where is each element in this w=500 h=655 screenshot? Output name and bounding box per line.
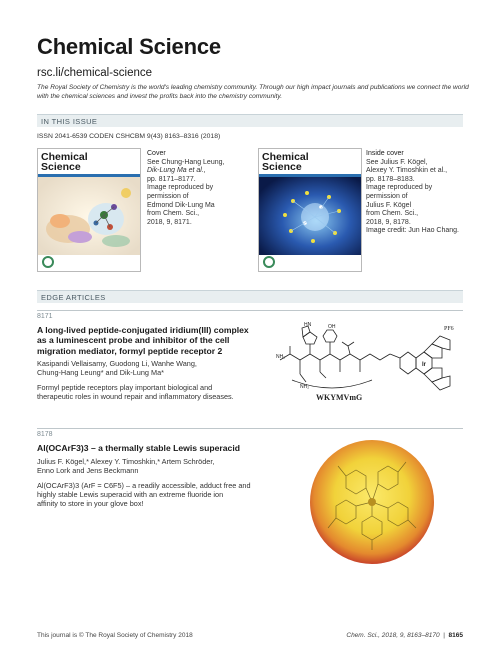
inside-cover-image[interactable] bbox=[258, 148, 362, 272]
cover-line: 2018, 9, 8171. bbox=[147, 218, 192, 226]
svg-text:NH₂: NH₂ bbox=[300, 384, 310, 390]
cover-line: permission of bbox=[366, 192, 408, 200]
author-line: Kasipandi Vellaisamy, Guodong Li, Wanhe Wang, bbox=[37, 359, 197, 368]
cover-line: See Julius F. Kögel, bbox=[366, 158, 428, 166]
abstract-line: Formyl peptide receptors play important biological and bbox=[37, 383, 213, 392]
section-label: IN THIS ISSUE bbox=[41, 117, 98, 126]
article-abstract bbox=[37, 383, 234, 401]
rsc-logo bbox=[263, 256, 275, 268]
cover-line: pp. 8178–8183. bbox=[366, 175, 415, 183]
cover-masthead: Chemical Science bbox=[262, 151, 309, 173]
article-title-line: Al(OCArF3)3 – a thermally stable Lewis superacid bbox=[37, 443, 240, 453]
cover-line: permission of bbox=[147, 192, 189, 200]
article-divider bbox=[37, 310, 463, 311]
peptide-structure-figure bbox=[272, 318, 462, 404]
article-page-number: 8178 bbox=[37, 431, 53, 438]
cover-artwork bbox=[38, 149, 141, 272]
cover-line: Julius F. Kögel bbox=[366, 201, 412, 209]
section-bar-edge-articles bbox=[37, 290, 463, 303]
cover-label: Inside cover bbox=[366, 150, 404, 157]
article-authors bbox=[37, 359, 197, 377]
section-label: EDGE ARTICLES bbox=[41, 293, 106, 302]
svg-text:OH: OH bbox=[328, 324, 336, 330]
article-abstract bbox=[37, 481, 251, 509]
cover-label: Cover bbox=[147, 150, 166, 157]
cover-line: Image reproduced by bbox=[366, 184, 433, 192]
lewis-acid-sphere-figure bbox=[306, 436, 438, 568]
author-line: Chung-Hang Leung* and Dik-Lung Ma* bbox=[37, 368, 164, 378]
cover-line: Alexey Y. Timoshkin et al., bbox=[366, 167, 448, 175]
article-page-number: 8171 bbox=[37, 313, 53, 320]
issn-line: ISSN 2041-6539 CODEN CSHCBM 9(43) 8163–8316 (2018) bbox=[37, 133, 221, 140]
article-title[interactable] bbox=[37, 325, 249, 356]
article-title-line: migration mediator, formyl peptide receptor 2 bbox=[37, 345, 223, 356]
rsc-logo bbox=[42, 256, 54, 268]
abstract-line: affinity to store in your glove box! bbox=[37, 499, 144, 509]
journal-url[interactable]: rsc.li/chemical-science bbox=[37, 67, 153, 79]
svg-text:NH₂: NH₂ bbox=[276, 354, 286, 360]
article-title[interactable] bbox=[37, 443, 240, 453]
svg-text:Ir: Ir bbox=[422, 362, 427, 368]
article-title-line: A long-lived peptide-conjugated iridium(III) complex bbox=[37, 325, 249, 335]
page-number: 8165 bbox=[448, 632, 463, 639]
author-line: Enno Lork and Jens Beckmann bbox=[37, 466, 139, 476]
cover-line: See Chung-Hang Leung, bbox=[147, 158, 225, 166]
footer-citation: Chem. Sci., 2018, 9, 8163–8170 | 8165 bbox=[346, 632, 463, 639]
footer-copyright: This journal is © The Royal Society of Chemistry 2018 bbox=[37, 632, 193, 639]
peptide-label: WKYMVmG bbox=[316, 393, 363, 402]
author-line: Julius F. Kögel,* Alexey Y. Timoshkin,* Artem Schröder, bbox=[37, 457, 215, 466]
inside-cover-caption bbox=[366, 150, 459, 236]
cover-line: from Chem. Sci., bbox=[147, 210, 200, 218]
cover-line: pp. 8171–8177. bbox=[147, 175, 196, 183]
cover-line: Dik-Lung Ma et al., bbox=[147, 167, 206, 175]
cover-line: 2018, 9, 8178. bbox=[366, 218, 411, 226]
svg-text:HN: HN bbox=[304, 322, 312, 328]
article-divider bbox=[37, 428, 463, 429]
cover-line: from Chem. Sci., bbox=[366, 210, 419, 218]
inside-cover-artwork bbox=[259, 149, 362, 272]
cover-line: Edmond Dik-Lung Ma bbox=[147, 201, 215, 209]
abstract-line: Al(OCArF3)3 (ArF = C6F5) – a readily accessible, adduct free and bbox=[37, 481, 251, 490]
cover-masthead: Chemical Science bbox=[41, 151, 88, 173]
cover-line: Image reproduced by bbox=[147, 184, 214, 192]
citation: Chem. Sci., 2018, 9, 8163–8170 bbox=[346, 632, 440, 639]
cover-image[interactable] bbox=[37, 148, 141, 272]
abstract-line: therapeutic roles in wound repair and inflammatory diseases. bbox=[37, 392, 234, 402]
section-bar-in-this-issue bbox=[37, 114, 463, 127]
journal-description: The Royal Society of Chemistry is the world's leading chemistry community. Through our high impact journals and publications we connect the world with the chemical sciences and invest the profits back into the chemistry community. bbox=[37, 84, 469, 100]
charge-label: PF6 bbox=[444, 326, 454, 332]
abstract-line: highly stable Lewis superacid with an extreme fluoride ion bbox=[37, 490, 224, 500]
article-title-line: as a luminescent probe and inhibitor of the cell bbox=[37, 335, 230, 346]
cover-caption bbox=[147, 150, 224, 227]
journal-title: Chemical Science bbox=[37, 34, 221, 59]
cover-line: Image credit: Jun Hao Chang. bbox=[366, 227, 459, 235]
article-authors bbox=[37, 457, 214, 475]
